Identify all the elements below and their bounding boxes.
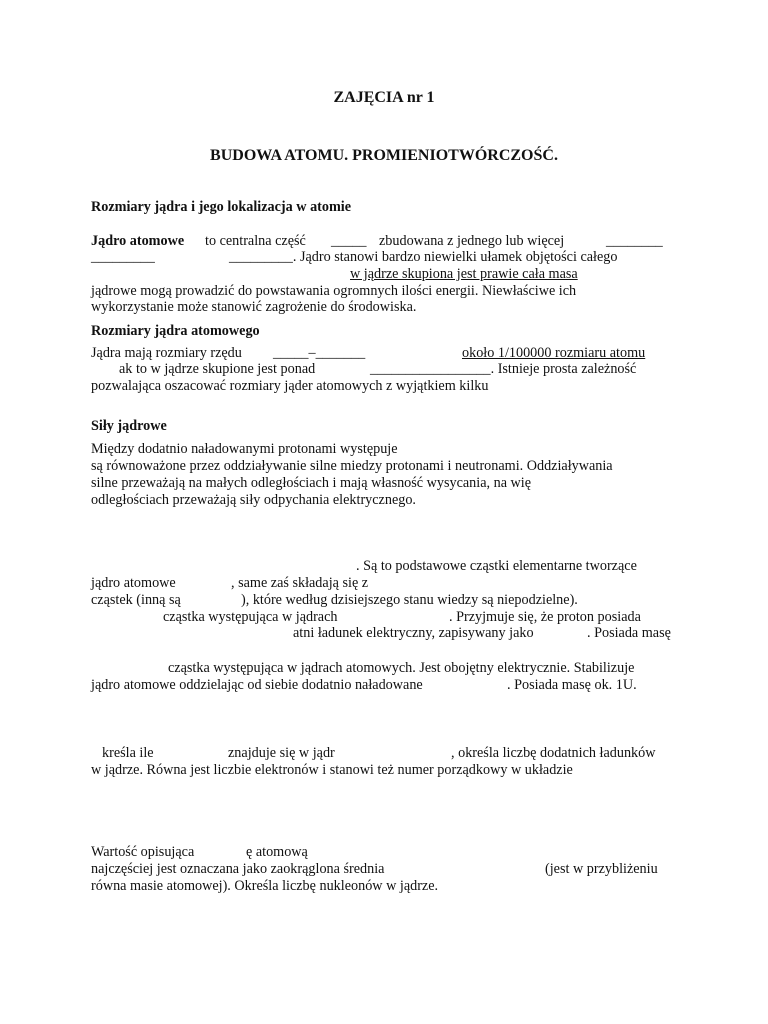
text-line: odległościach przeważają siły odpychania elektrycznego. xyxy=(91,492,416,508)
text-line: _________________. Istnieje prosta zależność xyxy=(370,361,637,377)
text-line: , same zaś składają się z xyxy=(231,575,369,591)
text-line: równa masie atomowej). Określa liczbę nukleonów w jądrze. xyxy=(91,878,439,894)
text-line: jądro atomowe xyxy=(91,575,176,591)
text-line: ę atomową xyxy=(246,844,308,860)
text-line: ak to w jądrze skupione jest ponad xyxy=(119,361,316,377)
text-line: . Są to podstawowe cząstki elementarne tworzące xyxy=(356,558,637,574)
text-line: silne przeważają na małych odległościach i mają własność wysycania, na wię xyxy=(91,475,532,491)
text-line: wykorzystanie może stanowić zagrożenie do środowiska. xyxy=(91,299,417,315)
text-line: Jądra mają rozmiary rzędu xyxy=(91,345,242,361)
text-line: atni ładunek elektryczny, zapisywany jako xyxy=(293,625,534,641)
text-line: ), które według dzisiejszego stanu wiedzy są niepodzielne). xyxy=(241,592,578,608)
text-line: to centralna część xyxy=(205,233,306,249)
text-line: pozwalająca oszacować rozmiary jąder atomowych z wyjątkiem kilku xyxy=(91,378,489,394)
text-line: (jest w przybliżeniu xyxy=(545,861,658,877)
heading-nuclear-forces: Siły jądrowe xyxy=(91,418,167,434)
blank: _____ xyxy=(331,233,367,249)
text-line: cząstek (inną są xyxy=(91,592,181,608)
text-line: najczęściej jest oznaczana jako zaokrąglona średnia xyxy=(91,861,385,877)
blank: _________ xyxy=(91,249,155,265)
text-line: w jądrze skupiona jest prawie cała masa xyxy=(350,266,578,282)
page-title: ZAJĘCIA nr 1 xyxy=(333,89,435,106)
text-line: . Posiada masę xyxy=(587,625,671,641)
text-line: kreśla ile xyxy=(102,745,154,761)
heading-nucleus-size-location: Rozmiary jądra i jego lokalizacja w atomie xyxy=(91,199,352,215)
text-line: jądrowe mogą prowadzić do powstawania ogromnych ilości energii. Niewłaściwe ich xyxy=(91,283,577,299)
blank: _____–_______ xyxy=(273,345,366,361)
text-line: cząstka występująca w jądrach xyxy=(163,609,338,625)
text-line: jądro atomowe oddzielając od siebie dodatnio naładowane xyxy=(91,677,423,693)
text-line: w jądrze. Równa jest liczbie elektronów i stanowi też numer porządkowy w układzie xyxy=(91,762,573,778)
text-line: są równoważone przez oddziaływanie silne miedzy protonami i neutronami. Oddziaływania xyxy=(91,458,613,474)
blank: ________ xyxy=(606,233,663,249)
text-line: . Posiada masę ok. 1U. xyxy=(507,677,637,693)
text-line: Między dodatnio naładowanymi protonami występuje xyxy=(91,441,398,457)
text-line: . Przyjmuje się, że proton posiada xyxy=(449,609,641,625)
text-line: _________. Jądro stanowi bardzo niewielki ułamek objętości całego xyxy=(229,249,618,265)
text-line: około 1/100000 rozmiaru atomu xyxy=(462,345,646,361)
page-subtitle: BUDOWA ATOMU. PROMIENIOTWÓRCZOŚĆ. xyxy=(210,147,558,164)
text-line: znajduje się w jądr xyxy=(228,745,335,761)
text-line: , określa liczbę dodatnich ładunków xyxy=(451,745,656,761)
text-line: cząstka występująca w jądrach atomowych. Jest obojętny elektrycznie. Stabilizuje xyxy=(168,660,635,676)
text-line: zbudowana z jednego lub więcej xyxy=(379,233,565,249)
term-nucleus: Jądro atomowe xyxy=(91,233,185,249)
text-line: Wartość opisująca xyxy=(91,844,195,860)
heading-nucleus-size: Rozmiary jądra atomowego xyxy=(91,323,260,339)
